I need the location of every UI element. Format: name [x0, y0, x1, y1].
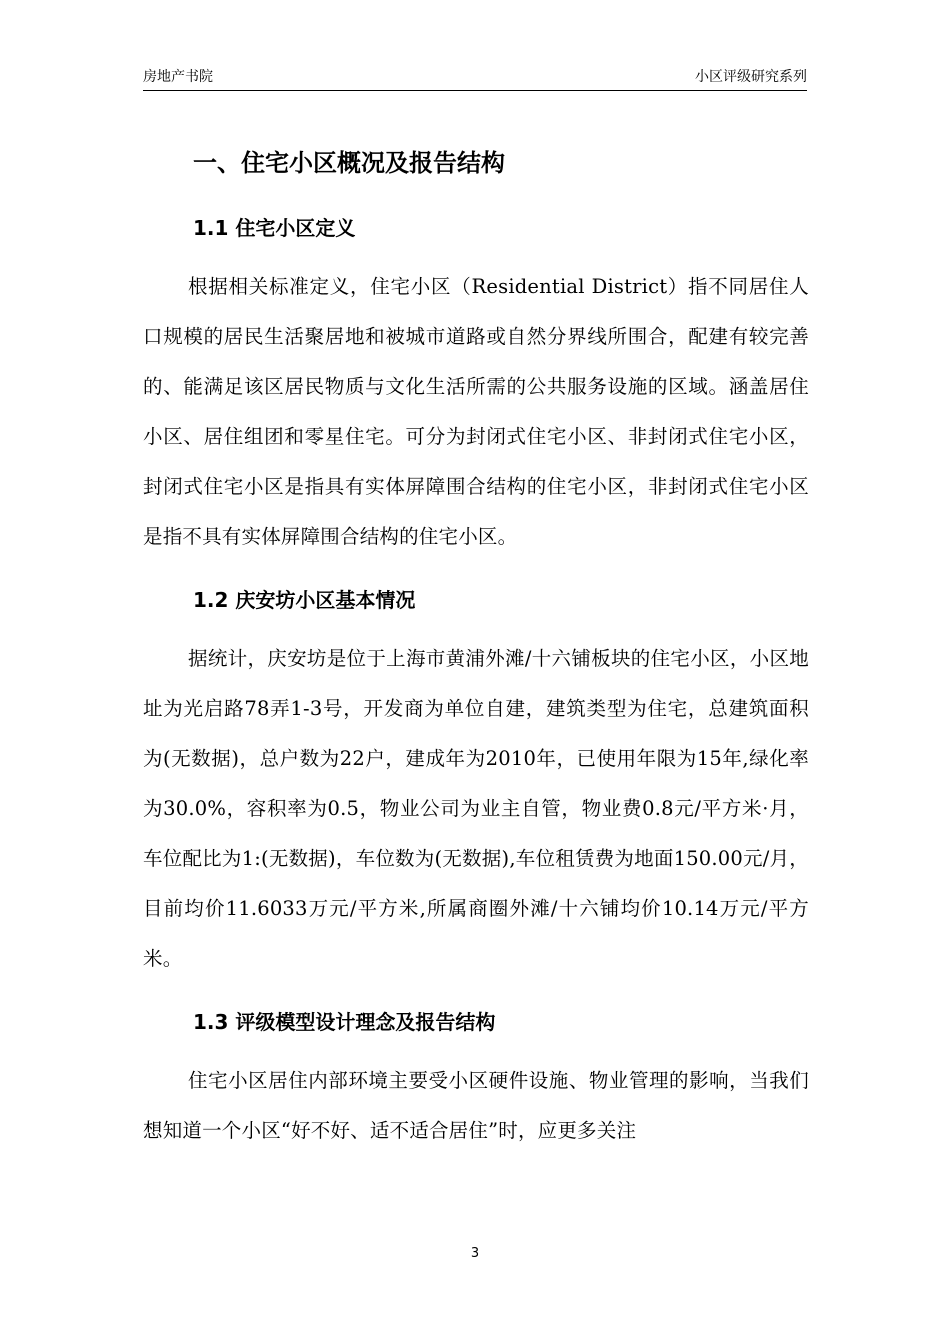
section-paragraph-1-2: 据统计，庆安坊是位于上海市黄浦外滩/十六铺板块的住宅小区，小区地址为光启路78弄1-3号，开发商为单位自建，建筑类型为住宅，总建筑面积为(无数据)，总户数为22户，建成年为2010年，已使用年限为15年,绿化率为30.0%，容积率为0.5，物业公司为业主自管，物业费0.8元/平方米·月，车位配比为1:(无数据)，车位数为(无数据),车位租赁费为地面150.00元/月，目前均价11.6033万元/平方米,所属商圈外滩/十六铺均价10.14万元/平方米。 [143, 647, 809, 970]
page-header [143, 66, 807, 91]
page-number: 3 [470, 1246, 480, 1261]
section-paragraph-1-1: 根据相关标准定义，住宅小区（Residential District）指不同居住人口规模的居民生活聚居地和被城市道路或自然分界线所围合，配建有较完善的、能满足该区居民物质与文化生活所需的公共服务设施的区域。涵盖居住小区、居住组团和零星住宅。可分为封闭式住宅小区、非封闭式住宅小区，封闭式住宅小区是指具有实体屏障围合结构的住宅小区，非封闭式住宅小区是指不具有实体屏障围合结构的住宅小区。 [143, 275, 809, 548]
document-body [143, 136, 809, 1156]
header-publisher: 房地产书院 [143, 69, 213, 85]
section-heading-1-2: 1.2 庆安坊小区基本情况 [193, 588, 416, 612]
section-paragraph-1-3: 住宅小区居住内部环境主要受小区硬件设施、物业管理的影响，当我们想知道一个小区“好不好、适不适合居住”时，应更多关注 [143, 1069, 809, 1142]
header-series-title: 小区评级研究系列 [695, 69, 807, 85]
chapter-title: 一、住宅小区概况及报告结构 [193, 149, 505, 177]
section-heading-1-1: 1.1 住宅小区定义 [193, 216, 356, 240]
section-heading-1-3: 1.3 评级模型设计理念及报告结构 [193, 1010, 496, 1034]
